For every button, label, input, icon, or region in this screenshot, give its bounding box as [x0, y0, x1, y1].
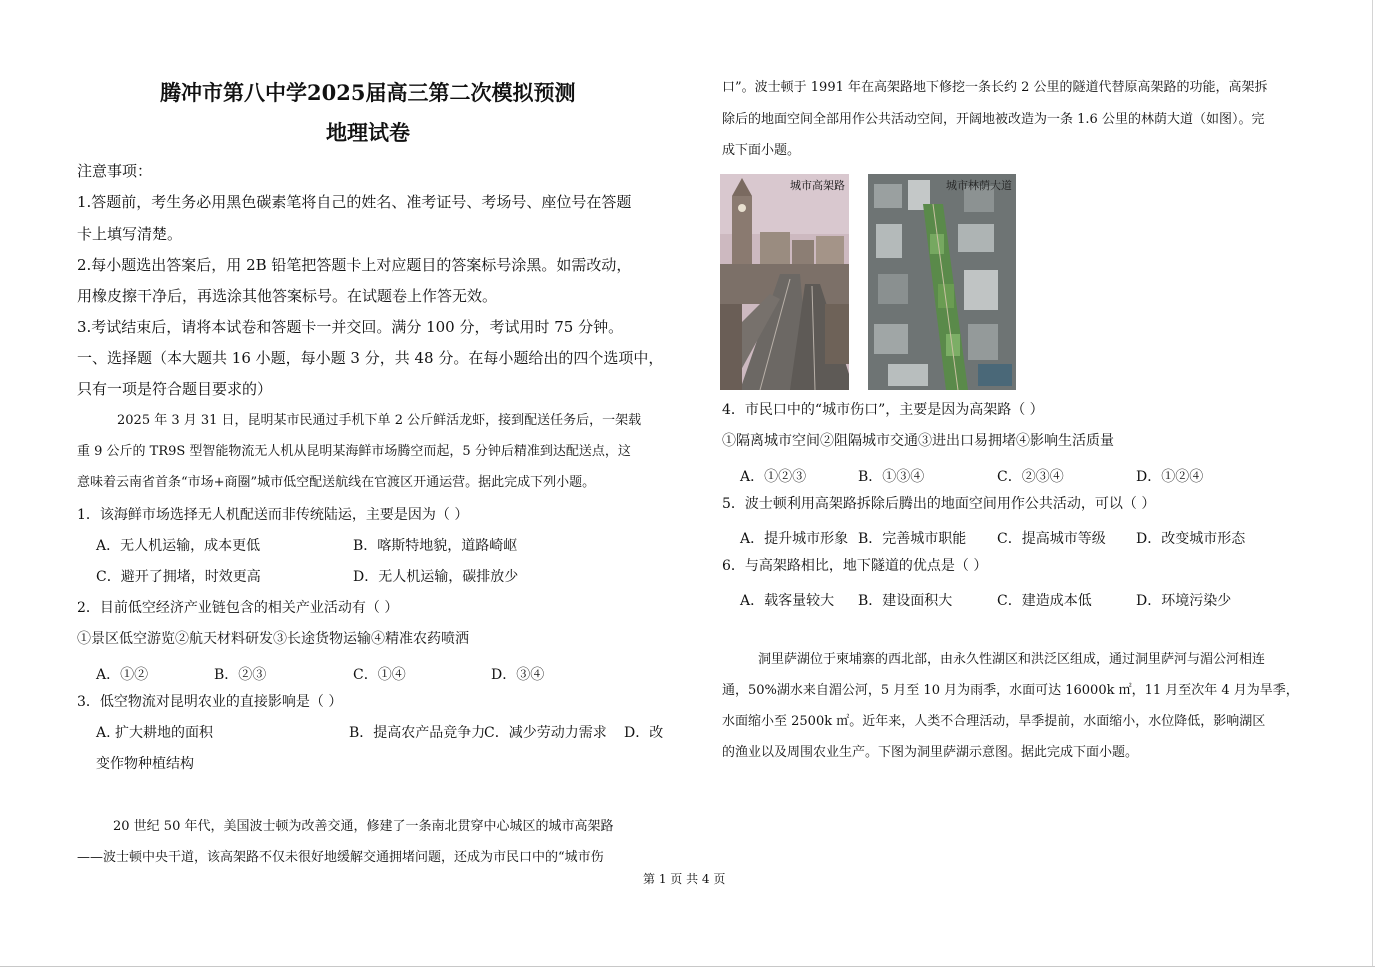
- q2-items: ①景区低空游览②航天材料研发③长途货物运输④精准农药喷洒: [77, 631, 469, 647]
- q5-option-b: B．完善城市职能: [858, 531, 967, 547]
- q2-stem: 2．目前低空经济产业链包含的相关产业活动有（ ）: [77, 600, 399, 616]
- q4-option-d: D．①②④: [1136, 469, 1204, 485]
- q4-options: [740, 466, 1210, 486]
- q1-option-b: B．喀斯特地貌，道路崎岖: [353, 538, 518, 554]
- q5-option-c: C．提高城市等级: [997, 531, 1106, 547]
- section1-line-2: 只有一项是符合题目要求的）: [77, 380, 273, 398]
- passage3-line-4: 的渔业以及周围农业生产。下图为洞里萨湖示意图。据此完成下面小题。: [722, 745, 1139, 760]
- page-edge-bottom: [0, 966, 1375, 967]
- elevated-road-photo: [720, 174, 849, 390]
- q6-options: [740, 590, 1260, 610]
- q2-option-d: D．③④: [491, 667, 545, 683]
- passage2-line-1: 20 世纪 50 年代，美国波士顿为改善交通，修建了一条南北贯穿中心城区的城市高架路: [113, 819, 614, 834]
- q1-option-d: D．无人机运输，碳排放少: [353, 569, 519, 585]
- notes-item-1-line-2: 卡上填写清楚。: [77, 225, 183, 243]
- q1-option-a: A．无人机运输，成本更低: [96, 538, 261, 554]
- passage3-line-1: 洞里萨湖位于柬埔寨的西北部，由永久性湖区和洪泛区组成，通过洞里萨河与湄公河相连: [758, 652, 1266, 667]
- passage2-line-4: 除后的地面空间全部用作公共活动空间，开阔地被改造为一条 1.6 公里的林荫大道（如图）。完: [722, 112, 1265, 127]
- q2-options: [96, 664, 556, 684]
- exam-title: 腾冲市第八中学2025届高三第二次模拟预测: [160, 80, 576, 105]
- q2-option-b: B．②③: [214, 667, 267, 683]
- section1-line-1: 一、选择题（本大题共 16 小题，每小题 3 分，共 48 分。在每小题给出的四个选项中，: [77, 349, 664, 367]
- boulevard-photo: [868, 174, 1016, 390]
- q5-option-d: D．改变城市形态: [1136, 531, 1246, 547]
- notes-item-2-line-1: 2.每小题选出答案后，用 2B 铅笔把答题卡上对应题目的答案标号涂黑。如需改动，: [77, 256, 632, 274]
- q2-option-a: A．①②: [96, 667, 149, 683]
- notes-item-1-line-1: 1.答题前，考生务必用黑色碳素笔将自己的姓名、准考证号、考场号、座位号在答题: [77, 193, 632, 211]
- passage3-line-2: 通，50%湖水来自湄公河，5 月至 10 月为雨季，水面可达 16000k ㎡，11 月至次年 4 月为旱季，: [722, 683, 1299, 698]
- passage1-line-1: 2025 年 3 月 31 日，昆明某市民通过手机下单 2 公斤鲜活龙虾，接到配送任务后，一架载: [117, 413, 642, 428]
- q5-stem: 5．波士顿利用高架路拆除后腾出的地面空间用作公共活动，可以（ ）: [722, 496, 1156, 512]
- q6-option-d: D．环境污染少: [1136, 593, 1232, 609]
- page-edge-right: [1372, 0, 1373, 966]
- q3-option-c: C．减少劳动力需求: [484, 725, 607, 741]
- notes-item-3: 3.考试结束后，请将本试卷和答题卡一并交回。满分 100 分，考试用时 75 分钟。: [77, 318, 624, 336]
- q5-options: [740, 528, 1260, 548]
- passage2-line-2: ——波士顿中央干道，该高架路不仅未很好地缓解交通拥堵问题，还成为市民口中的“城市伤: [77, 850, 604, 865]
- passage3-line-3: 水面缩小至 2500k ㎡。近年来，人类不合理活动，旱季提前，水面缩小，水位降低，影响湖区: [722, 714, 1266, 729]
- q3-option-d-line-1: D．改: [624, 725, 664, 741]
- elevated-road-label: 城市高架路: [790, 179, 845, 192]
- q6-option-c: C．建造成本低: [997, 593, 1092, 609]
- boulevard-image: [868, 174, 1016, 390]
- passage2-line-3: 口”。波士顿于 1991 年在高架路地下修挖一条长约 2 公里的隧道代替原高架路的功能，高架拆: [722, 80, 1268, 95]
- q4-option-c: C．②③④: [997, 469, 1064, 485]
- q4-items: ①隔离城市空间②阻隔城市交通③进出口易拥堵④影响生活质量: [722, 433, 1114, 449]
- q6-option-a: A．载客量较大: [740, 593, 835, 609]
- q3-option-d-line-2: 变作物种植结构: [96, 756, 194, 772]
- notes-item-2-line-2: 用橡皮擦干净后，再选涂其他答案标号。在试题卷上作答无效。: [77, 287, 498, 305]
- q2-option-c: C．①④: [353, 667, 406, 683]
- boulevard-label: 城市林荫大道: [946, 179, 1012, 192]
- q6-stem: 6．与高架路相比，地下隧道的优点是（ ）: [722, 558, 988, 574]
- page-number: 第 1 页 共 4 页: [643, 872, 726, 886]
- q1-option-c: C．避开了拥堵，时效更高: [96, 569, 261, 585]
- passage2-line-5: 成下面小题。: [722, 143, 801, 158]
- q4-option-b: B．①③④: [858, 469, 925, 485]
- q6-option-b: B．建设面积大: [858, 593, 953, 609]
- q3-stem: 3．低空物流对昆明农业的直接影响是（ ）: [77, 694, 343, 710]
- notes-heading: 注意事项：: [77, 162, 153, 180]
- q4-stem: 4．市民口中的“城市伤口”，主要是因为高架路（ ）: [722, 402, 1044, 418]
- passage1-line-3: 意味着云南省首条“市场+商圈”城市低空配送航线在官渡区开通运营。据此完成下列小题。: [77, 475, 596, 490]
- elevated-road-image: [720, 174, 849, 390]
- q1-stem: 1．该海鲜市场选择无人机配送而非传统陆运，主要是因为（ ）: [77, 507, 469, 523]
- exam-subtitle: 地理试卷: [326, 120, 410, 145]
- passage1-line-2: 重 9 公斤的 TR9S 型智能物流无人机从昆明某海鲜市场腾空而起，5 分钟后精准到达配送点，这: [77, 444, 631, 459]
- q3-option-b: B．提高农产品竞争力: [349, 725, 486, 741]
- q5-option-a: A．提升城市形象: [740, 531, 849, 547]
- q3-option-a: A. 扩大耕地的面积: [96, 725, 214, 741]
- q4-option-a: A．①②③: [740, 469, 807, 485]
